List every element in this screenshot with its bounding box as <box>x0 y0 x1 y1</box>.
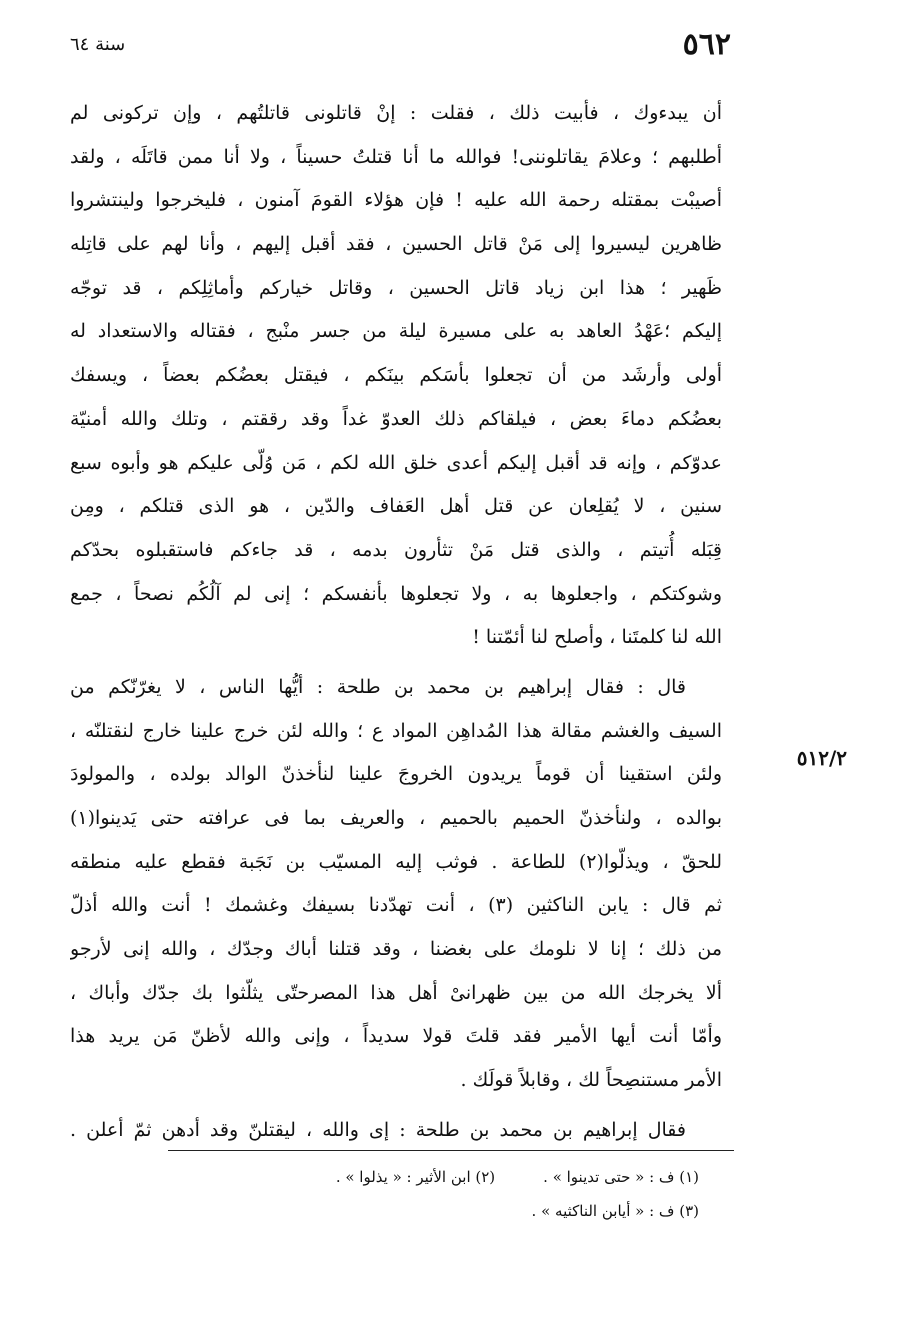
text-line: ولئن استقينا أن قوماً يريدون الخروجَ علينا لنأخذنّ الوالد بولده ، والمولودَ <box>70 763 722 786</box>
text-line: بعضُكم دماءَ بعض ، فيلقاكم ذلك العدوّ غداً وقد رققتم ، وتلك والله أمنيّة <box>70 407 722 430</box>
text-line: من ذلك ؛ إنا لا نلومك على بغضنا ، وقد قتلنا أباك وجدّك ، والله إنى لأرجو <box>70 938 722 961</box>
page-number: ٥٦٢ <box>682 27 731 62</box>
footnote-row <box>336 1160 699 1194</box>
paragraph <box>70 666 722 1103</box>
footnotes <box>336 1160 699 1228</box>
text-line: السيف والغشم مقالة هذا المُداهِن المواد ع ؛ والله لئن خرج علينا خارج لنقتلنّه ، <box>70 719 722 742</box>
text-line: بوالده ، ولنأخذنّ الحميم بالحميم ، والعريف بما فى عرافته حتى يَدينوا(١) <box>70 807 722 829</box>
text-line: وشوكتكم ، واجعلوها به ، ولا تجعلوها بأنفسكم ؛ إنى لم آلُكُم نصحاً ، جمع <box>70 582 722 605</box>
text-line: الأمر مستنصِحاً لك ، وقابلاً قولَك . <box>460 1069 722 1092</box>
text-line: ظاهرين ليسيروا إلى مَنْ قاتل الحسين ، فقد أقبل إليهم ، وأنا لهم على قاتِله <box>70 233 722 256</box>
body-text <box>70 92 722 1153</box>
text-line: أصيبْت بمقتله رحمة الله عليه ! فإن هؤلاء القومَ آمنون ، فليخرجوا ولينتشروا <box>70 189 722 212</box>
text-line: إليكم ؛عَهْدُ العاهد به على مسيرة ليلة من جسر منْبج ، فقتاله والاستعداد له <box>70 320 722 343</box>
text-line: ألا يخرجك الله من بين ظهرانىْ أهل هذا المصرحتّى يثلّثوا بك جدّك وأباك ، <box>70 981 722 1004</box>
text-line: فقال إبراهيم بن محمد بن طلحة : إى والله ، ليقتلنّ وقد أدهن ثمّ أعلن . <box>70 1118 686 1141</box>
text-line: سنين ، لا يُقلِعان عن قتل أهل العَفاف والدّين ، هو الذى قتلكم ، ومِن <box>70 495 722 518</box>
text-line: ثم قال : يابن الناكثين (٣) ، أنت تهدّدنا بسيفك وغشمك ! أنت والله أذلّ <box>70 894 722 917</box>
footnote: (٣) ف : « أيابن الناكثيه » . <box>531 1202 699 1220</box>
text-line: عدوّكم ، وإنه قد أقبل إليكم أعدى خلق الله لكم ، مَن وُلّى عليكم هو وأبوه سبع <box>70 451 722 474</box>
footnote: (٢) ابن الأثير : « يذلوا » . <box>335 1168 496 1186</box>
text-line: وأمّا أنت أيها الأمير فقد قلتَ قولا سديداً ، وإنى والله لأظنّ مَن يريد هذا <box>70 1025 722 1048</box>
footnote-row <box>336 1194 699 1228</box>
running-header-year: سنة ٦٤ <box>70 34 126 55</box>
text-line: ظَهير ؛ هذا ابن زياد قاتل الحسين ، وقاتل خياركم وأماثِلِكم ، قد توجّه <box>70 276 722 299</box>
text-line: أن يبدءوك ، فأبيت ذلك ، فقلت : إنْ قاتلونى قاتلتُهم ، وإن تركونى لم <box>70 102 722 124</box>
text-line: قِبَله أُتيتم ، والذى قتل مَنْ تثأرون بدمه ، قد جاءكم فاستقبلوه بحدّكم <box>70 538 722 561</box>
paragraph <box>70 1109 722 1153</box>
text-line: قال : فقال إبراهيم بن محمد بن طلحة : أيُّها الناس ، لا يغرّنّكم من <box>70 675 686 698</box>
text-line: أولى وأرشَد من أن تجعلوا بأسَكم بينَكم ، فيقتل بعضُكم بعضاً ، ويسفك <box>70 364 722 387</box>
margin-reference: ٥١٢/٢ <box>796 746 847 770</box>
paragraph <box>70 92 722 660</box>
text-line: للحقّ ، ويذلّوا(٢) للطاعة . فوثب إليه المسيّب بن نَجَبة فقطع عليه منطقه <box>70 850 722 873</box>
footnote: (١) ف : « حتى تدينوا » . <box>543 1168 699 1186</box>
text-line: أطلبهم ؛ وعلامَ يقاتلوننى! فوالله ما أنا قتلتُ حسيناً ، ولا أنا ممن قاتَلَه ، ولقد <box>70 145 722 168</box>
footnote-divider <box>168 1150 734 1151</box>
text-line: الله لنا كلمتَنا ، وأصلح لنا أئمّتنا ! <box>472 626 722 649</box>
